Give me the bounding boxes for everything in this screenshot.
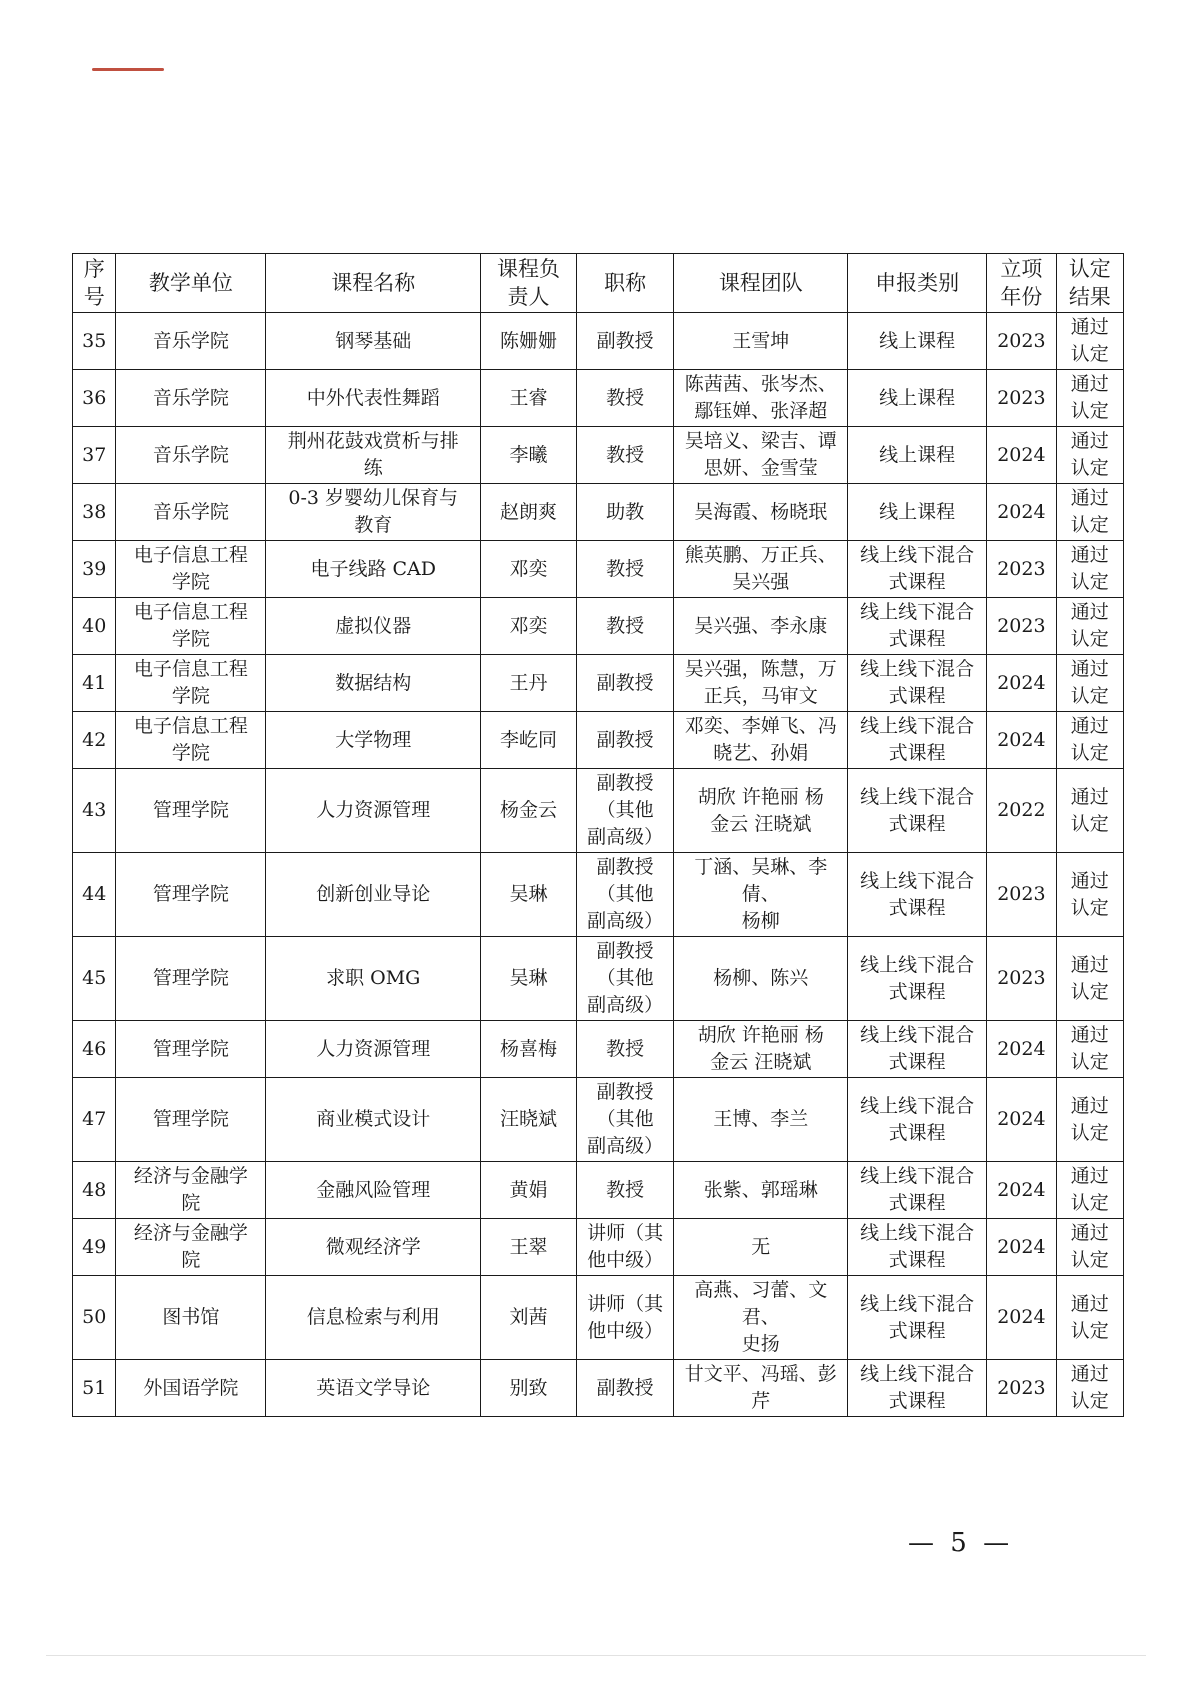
cell-course: 数据结构 bbox=[266, 655, 481, 712]
cell-category: 线上线下混合 式课程 bbox=[848, 1162, 987, 1219]
cell-result: 通过 认定 bbox=[1056, 853, 1123, 937]
cell-year: 2023 bbox=[987, 853, 1056, 937]
cell-seq: 47 bbox=[73, 1078, 116, 1162]
cell-unit: 电子信息工程 学院 bbox=[116, 541, 266, 598]
table-row bbox=[73, 484, 1124, 541]
cell-unit: 管理学院 bbox=[116, 1021, 266, 1078]
cell-year: 2023 bbox=[987, 370, 1056, 427]
cell-title: 助教 bbox=[576, 484, 674, 541]
cell-title: 教授 bbox=[576, 370, 674, 427]
table-row bbox=[73, 853, 1124, 937]
cell-leader: 李曦 bbox=[481, 427, 577, 484]
cell-unit: 图书馆 bbox=[116, 1276, 266, 1360]
cell-result: 通过 认定 bbox=[1056, 313, 1123, 370]
cell-leader: 邓奕 bbox=[481, 598, 577, 655]
table-row bbox=[73, 1162, 1124, 1219]
table-row bbox=[73, 427, 1124, 484]
header-unit: 教学单位 bbox=[116, 254, 266, 313]
cell-seq: 46 bbox=[73, 1021, 116, 1078]
cell-year: 2024 bbox=[987, 655, 1056, 712]
cell-category: 线上线下混合 式课程 bbox=[848, 541, 987, 598]
cell-result: 通过 认定 bbox=[1056, 484, 1123, 541]
cell-leader: 刘茜 bbox=[481, 1276, 577, 1360]
cell-year: 2024 bbox=[987, 1219, 1056, 1276]
cell-title: 副教授 （其他 副高级） bbox=[576, 1078, 674, 1162]
cell-seq: 39 bbox=[73, 541, 116, 598]
cell-year: 2023 bbox=[987, 541, 1056, 598]
cell-title: 副教授 bbox=[576, 655, 674, 712]
cell-category: 线上线下混合 式课程 bbox=[848, 655, 987, 712]
cell-unit: 经济与金融学 院 bbox=[116, 1162, 266, 1219]
cell-year: 2024 bbox=[987, 712, 1056, 769]
red-header-mark bbox=[92, 68, 164, 71]
header-year: 立项 年份 bbox=[987, 254, 1056, 313]
cell-leader: 赵朗爽 bbox=[481, 484, 577, 541]
cell-course: 中外代表性舞蹈 bbox=[266, 370, 481, 427]
cell-course: 电子线路 CAD bbox=[266, 541, 481, 598]
cell-course: 商业模式设计 bbox=[266, 1078, 481, 1162]
cell-leader: 别致 bbox=[481, 1360, 577, 1417]
footer-rule bbox=[46, 1655, 1146, 1656]
table-row bbox=[73, 712, 1124, 769]
cell-seq: 36 bbox=[73, 370, 116, 427]
cell-team: 杨柳、陈兴 bbox=[674, 937, 848, 1021]
cell-category: 线上线下混合 式课程 bbox=[848, 937, 987, 1021]
cell-result: 通过 认定 bbox=[1056, 712, 1123, 769]
cell-title: 副教授 bbox=[576, 712, 674, 769]
table-row bbox=[73, 1021, 1124, 1078]
header-title: 职称 bbox=[576, 254, 674, 313]
cell-seq: 40 bbox=[73, 598, 116, 655]
cell-year: 2024 bbox=[987, 1078, 1056, 1162]
cell-team: 胡欣 许艳丽 杨 金云 汪晓斌 bbox=[674, 769, 848, 853]
cell-unit: 管理学院 bbox=[116, 1078, 266, 1162]
table-row bbox=[73, 655, 1124, 712]
cell-team: 张紫、郭瑶琳 bbox=[674, 1162, 848, 1219]
cell-title: 副教授 bbox=[576, 313, 674, 370]
cell-result: 通过 认定 bbox=[1056, 655, 1123, 712]
table-row bbox=[73, 541, 1124, 598]
cell-course: 荆州花鼓戏赏析与排 练 bbox=[266, 427, 481, 484]
cell-unit: 管理学院 bbox=[116, 853, 266, 937]
cell-result: 通过 认定 bbox=[1056, 1078, 1123, 1162]
cell-leader: 邓奕 bbox=[481, 541, 577, 598]
cell-category: 线上课程 bbox=[848, 484, 987, 541]
cell-unit: 外国语学院 bbox=[116, 1360, 266, 1417]
cell-category: 线上线下混合 式课程 bbox=[848, 712, 987, 769]
cell-seq: 48 bbox=[73, 1162, 116, 1219]
cell-result: 通过 认定 bbox=[1056, 1162, 1123, 1219]
cell-title: 教授 bbox=[576, 598, 674, 655]
cell-seq: 41 bbox=[73, 655, 116, 712]
header-result: 认定 结果 bbox=[1056, 254, 1123, 313]
cell-leader: 王睿 bbox=[481, 370, 577, 427]
table-row bbox=[73, 1360, 1124, 1417]
cell-course: 求职 OMG bbox=[266, 937, 481, 1021]
cell-team: 熊英鹏、万正兵、 吴兴强 bbox=[674, 541, 848, 598]
cell-seq: 51 bbox=[73, 1360, 116, 1417]
cell-team: 甘文平、冯瑶、彭 芹 bbox=[674, 1360, 848, 1417]
cell-year: 2023 bbox=[987, 1360, 1056, 1417]
cell-category: 线上线下混合 式课程 bbox=[848, 853, 987, 937]
cell-course: 金融风险管理 bbox=[266, 1162, 481, 1219]
cell-result: 通过 认定 bbox=[1056, 541, 1123, 598]
cell-category: 线上线下混合 式课程 bbox=[848, 1021, 987, 1078]
cell-leader: 吴琳 bbox=[481, 937, 577, 1021]
table-row bbox=[73, 1276, 1124, 1360]
cell-leader: 陈姗姗 bbox=[481, 313, 577, 370]
header-team: 课程团队 bbox=[674, 254, 848, 313]
cell-unit: 管理学院 bbox=[116, 769, 266, 853]
cell-leader: 王丹 bbox=[481, 655, 577, 712]
cell-seq: 42 bbox=[73, 712, 116, 769]
cell-year: 2023 bbox=[987, 313, 1056, 370]
cell-seq: 43 bbox=[73, 769, 116, 853]
cell-year: 2022 bbox=[987, 769, 1056, 853]
cell-title: 副教授 （其他 副高级） bbox=[576, 937, 674, 1021]
cell-unit: 管理学院 bbox=[116, 937, 266, 1021]
cell-result: 通过 认定 bbox=[1056, 1219, 1123, 1276]
cell-category: 线上线下混合 式课程 bbox=[848, 1360, 987, 1417]
cell-unit: 音乐学院 bbox=[116, 313, 266, 370]
cell-year: 2024 bbox=[987, 1162, 1056, 1219]
cell-year: 2023 bbox=[987, 598, 1056, 655]
cell-course: 创新创业导论 bbox=[266, 853, 481, 937]
cell-category: 线上线下混合 式课程 bbox=[848, 598, 987, 655]
cell-title: 教授 bbox=[576, 427, 674, 484]
cell-category: 线上线下混合 式课程 bbox=[848, 1219, 987, 1276]
table-row bbox=[73, 769, 1124, 853]
cell-year: 2024 bbox=[987, 1276, 1056, 1360]
cell-title: 教授 bbox=[576, 1162, 674, 1219]
header-leader: 课程负 责人 bbox=[481, 254, 577, 313]
table-row bbox=[73, 1078, 1124, 1162]
table-row bbox=[73, 370, 1124, 427]
cell-leader: 汪晓斌 bbox=[481, 1078, 577, 1162]
cell-seq: 37 bbox=[73, 427, 116, 484]
cell-title: 副教授 （其他 副高级） bbox=[576, 769, 674, 853]
cell-seq: 45 bbox=[73, 937, 116, 1021]
cell-leader: 杨喜梅 bbox=[481, 1021, 577, 1078]
cell-result: 通过 认定 bbox=[1056, 370, 1123, 427]
cell-unit: 电子信息工程 学院 bbox=[116, 712, 266, 769]
cell-leader: 吴琳 bbox=[481, 853, 577, 937]
cell-title: 教授 bbox=[576, 541, 674, 598]
header-course: 课程名称 bbox=[266, 254, 481, 313]
cell-category: 线上课程 bbox=[848, 313, 987, 370]
cell-leader: 李屹同 bbox=[481, 712, 577, 769]
cell-team: 高燕、习蕾、文君、 史扬 bbox=[674, 1276, 848, 1360]
cell-category: 线上线下混合 式课程 bbox=[848, 1276, 987, 1360]
cell-unit: 音乐学院 bbox=[116, 484, 266, 541]
cell-leader: 杨金云 bbox=[481, 769, 577, 853]
cell-team: 王雪坤 bbox=[674, 313, 848, 370]
cell-team: 吴兴强，陈慧，万 正兵，马审文 bbox=[674, 655, 848, 712]
cell-course: 人力资源管理 bbox=[266, 769, 481, 853]
cell-result: 通过 认定 bbox=[1056, 937, 1123, 1021]
course-table bbox=[72, 253, 1124, 1417]
cell-result: 通过 认定 bbox=[1056, 769, 1123, 853]
cell-result: 通过 认定 bbox=[1056, 1276, 1123, 1360]
cell-year: 2023 bbox=[987, 937, 1056, 1021]
cell-category: 线上课程 bbox=[848, 370, 987, 427]
cell-unit: 经济与金融学 院 bbox=[116, 1219, 266, 1276]
cell-course: 钢琴基础 bbox=[266, 313, 481, 370]
cell-team: 丁涵、吴琳、李倩、 杨柳 bbox=[674, 853, 848, 937]
page-number: — 5 — bbox=[908, 1528, 1014, 1558]
cell-title: 讲师（其 他中级） bbox=[576, 1276, 674, 1360]
cell-seq: 35 bbox=[73, 313, 116, 370]
cell-year: 2024 bbox=[987, 427, 1056, 484]
cell-team: 陈茜茜、张岑杰、 鄢钰婵、张泽超 bbox=[674, 370, 848, 427]
cell-seq: 44 bbox=[73, 853, 116, 937]
header-seq: 序 号 bbox=[73, 254, 116, 313]
cell-team: 邓奕、李婵飞、冯 晓艺、孙娟 bbox=[674, 712, 848, 769]
table-row bbox=[73, 313, 1124, 370]
cell-course: 人力资源管理 bbox=[266, 1021, 481, 1078]
cell-unit: 音乐学院 bbox=[116, 427, 266, 484]
cell-result: 通过 认定 bbox=[1056, 427, 1123, 484]
cell-unit: 电子信息工程 学院 bbox=[116, 598, 266, 655]
cell-team: 吴海霞、杨晓珉 bbox=[674, 484, 848, 541]
table-header-row bbox=[73, 254, 1124, 313]
cell-team: 吴培义、梁吉、谭 思妍、金雪莹 bbox=[674, 427, 848, 484]
cell-seq: 50 bbox=[73, 1276, 116, 1360]
cell-result: 通过 认定 bbox=[1056, 1360, 1123, 1417]
table-row bbox=[73, 598, 1124, 655]
cell-course: 大学物理 bbox=[266, 712, 481, 769]
cell-category: 线上线下混合 式课程 bbox=[848, 1078, 987, 1162]
cell-result: 通过 认定 bbox=[1056, 598, 1123, 655]
cell-course: 英语文学导论 bbox=[266, 1360, 481, 1417]
cell-title: 副教授 （其他 副高级） bbox=[576, 853, 674, 937]
cell-category: 线上线下混合 式课程 bbox=[848, 769, 987, 853]
cell-title: 副教授 bbox=[576, 1360, 674, 1417]
table-body bbox=[73, 313, 1124, 1417]
cell-unit: 音乐学院 bbox=[116, 370, 266, 427]
cell-unit: 电子信息工程 学院 bbox=[116, 655, 266, 712]
cell-year: 2024 bbox=[987, 1021, 1056, 1078]
cell-team: 无 bbox=[674, 1219, 848, 1276]
cell-team: 王博、李兰 bbox=[674, 1078, 848, 1162]
cell-course: 0-3 岁婴幼儿保育与 教育 bbox=[266, 484, 481, 541]
cell-title: 讲师（其 他中级） bbox=[576, 1219, 674, 1276]
cell-seq: 49 bbox=[73, 1219, 116, 1276]
header-category: 申报类别 bbox=[848, 254, 987, 313]
table-row bbox=[73, 937, 1124, 1021]
cell-year: 2024 bbox=[987, 484, 1056, 541]
cell-leader: 黄娟 bbox=[481, 1162, 577, 1219]
cell-title: 教授 bbox=[576, 1021, 674, 1078]
cell-team: 吴兴强、李永康 bbox=[674, 598, 848, 655]
cell-result: 通过 认定 bbox=[1056, 1021, 1123, 1078]
cell-course: 信息检索与利用 bbox=[266, 1276, 481, 1360]
table-row bbox=[73, 1219, 1124, 1276]
cell-course: 微观经济学 bbox=[266, 1219, 481, 1276]
cell-category: 线上课程 bbox=[848, 427, 987, 484]
cell-leader: 王翠 bbox=[481, 1219, 577, 1276]
cell-course: 虚拟仪器 bbox=[266, 598, 481, 655]
cell-team: 胡欣 许艳丽 杨 金云 汪晓斌 bbox=[674, 1021, 848, 1078]
cell-seq: 38 bbox=[73, 484, 116, 541]
